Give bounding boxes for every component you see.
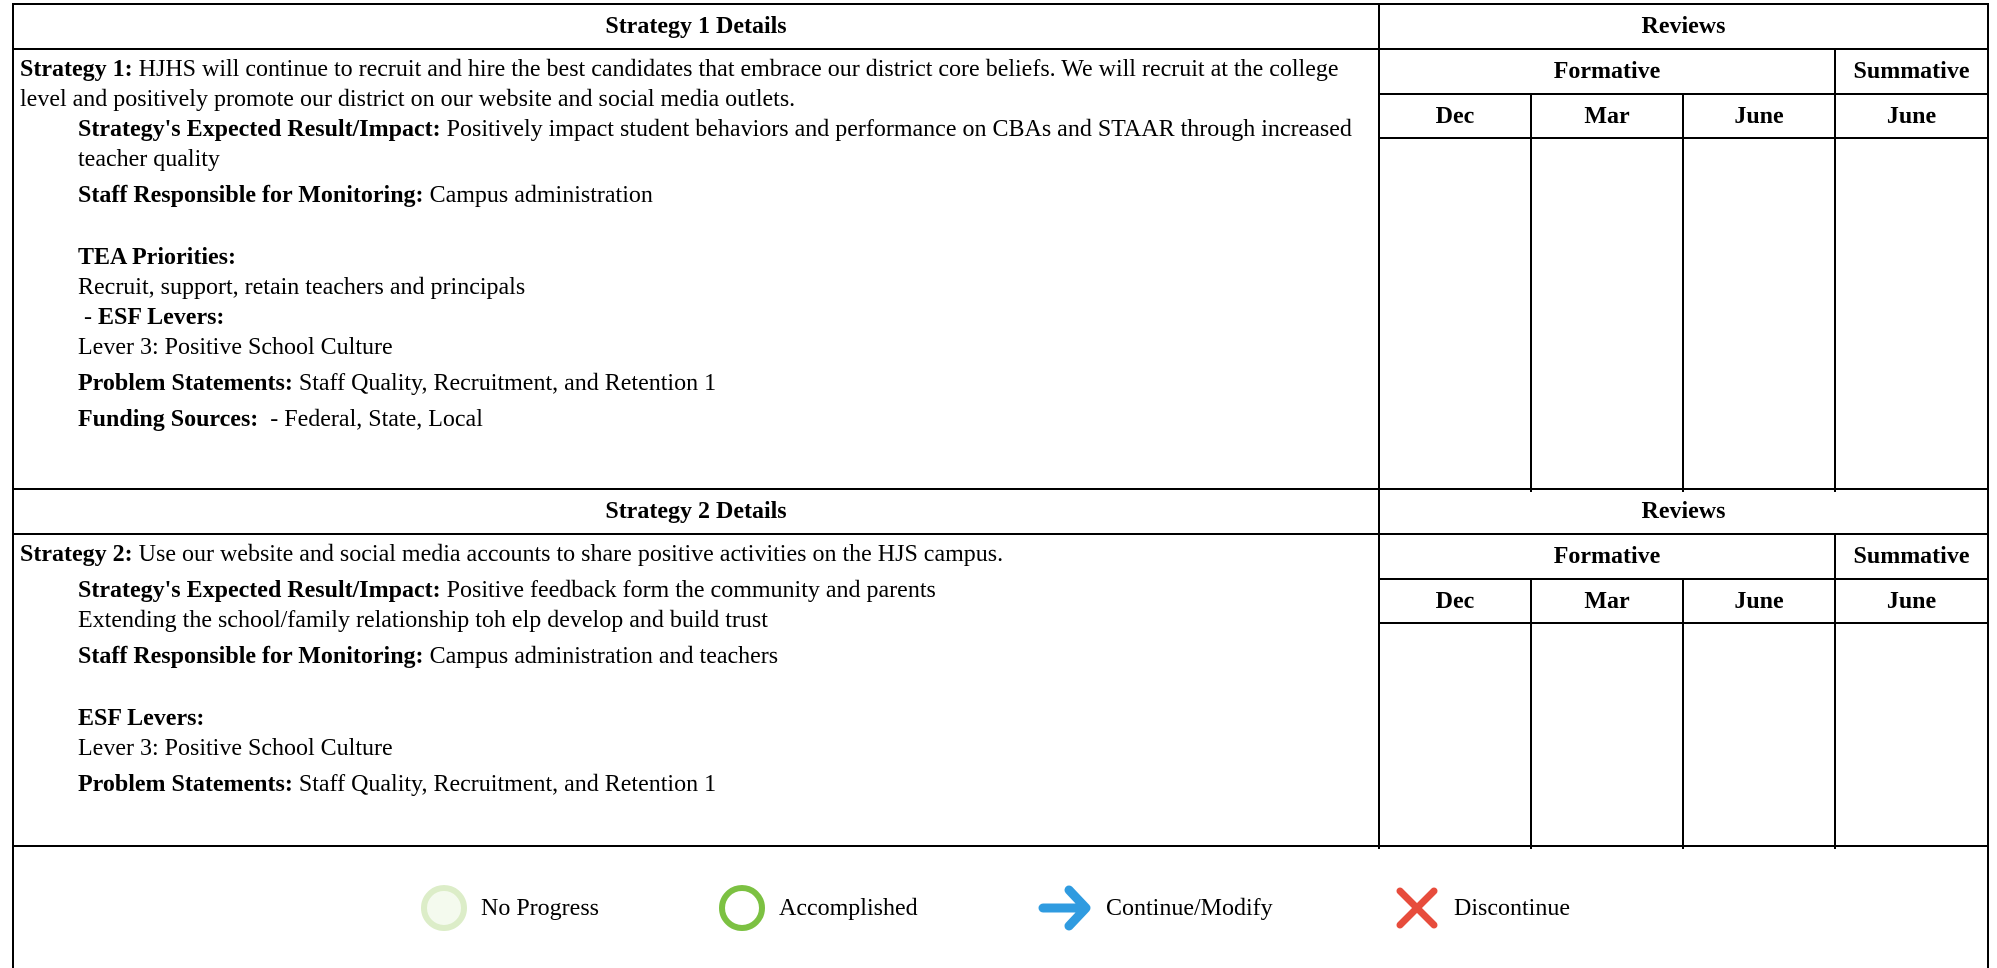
legend-discontinue-label: Discontinue [1454,894,1570,921]
progress-legend [12,845,1989,968]
accomplished-icon [717,883,767,933]
legend-discontinue [1392,883,1570,933]
strategy-2-problem-text: Staff Quality, Recruitment, and Retention 1 [292,771,717,797]
strategy-1-summative-header: Summative [1834,50,1987,95]
legend-no-progress-label: No Progress [481,894,599,921]
x-mark-icon [1392,883,1442,933]
strategy-1-text: HJHS will continue to recruit and hire the best candidates that embrace our district core beliefs. We will recruit at the college level and positively promote our district on our website and social media outlets. [20,56,1339,112]
strategy-2-month-june-summative: June [1834,580,1987,624]
strategy-2-details [14,535,1378,849]
no-progress-icon [419,883,469,933]
strategy-2-result-text: Positive feedback form the community and parents [440,577,936,603]
legend-no-progress [419,883,599,933]
strategy-2-label: Strategy 2: [20,541,133,567]
legend-accomplished-label: Accomplished [779,894,918,921]
strategy-2-result-label: Strategy's Expected Result/Impact: [78,577,441,603]
strategy-2-review-cell-june-summative[interactable] [1834,624,1987,849]
legend-continue-modify [1038,883,1273,933]
strategy-2-staff-label: Staff Responsible for Monitoring: [78,643,424,669]
right-arrow-icon [1038,883,1094,933]
strategy-1-month-june: June [1682,95,1834,139]
strategy-1-review-cell-june-summative[interactable] [1834,139,1987,492]
strategy-2-esf-label: ESF Levers: [78,705,205,731]
strategy-1-problem-label: Problem Statements: [78,370,293,396]
strategy-1-esf-label: ESF Levers: [98,304,225,330]
strategy-1-tea-text: Recruit, support, retain teachers and principals [78,274,526,300]
strategy-1-month-mar: Mar [1530,95,1682,139]
legend-continue-modify-label: Continue/Modify [1106,894,1273,921]
strategy-2-text: Use our website and social media accounts to share positive activities on the HJS campus. [132,541,1004,567]
strategy-1-details [14,50,1378,492]
strategy-1-reviews-header: Reviews [1378,5,1987,50]
strategy-2-reviews-header: Reviews [1378,490,1987,535]
strategy-2-review-cell-june[interactable] [1682,624,1834,849]
strategy-1-esf-prefix: - [78,304,98,330]
strategy-2-details-header: Strategy 2 Details [14,490,1378,535]
strategy-1-funding-label: Funding Sources: [78,406,259,432]
strategy-2-staff-text: Campus administration and teachers [423,643,779,669]
strategy-1-month-june-summative: June [1834,95,1987,139]
strategy-1-esf-text: Lever 3: Positive School Culture [78,334,393,360]
strategy-1-review-cell-mar[interactable] [1530,139,1682,492]
strategy-1-funding-text: - Federal, State, Local [258,406,483,432]
strategy-1-staff-text: Campus administration [423,182,653,208]
legend-accomplished [717,883,918,933]
strategy-1-table [12,3,1989,490]
strategy-2-table [12,488,1989,847]
strategy-1-details-header: Strategy 1 Details [14,5,1378,50]
strategy-1-result-text: Positively impact student behaviors and performance on CBAs and STAAR through increased teacher quality [78,116,1352,172]
strategy-2-month-dec: Dec [1378,580,1530,624]
strategy-2-summative-header: Summative [1834,535,1987,580]
strategy-2-formative-header: Formative [1378,535,1834,580]
strategy-2-problem-label: Problem Statements: [78,771,293,797]
strategy-1-tea-label: TEA Priorities: [78,244,236,270]
strategy-1-problem-text: Staff Quality, Recruitment, and Retention 1 [292,370,717,396]
strategy-2-review-cell-dec[interactable] [1378,624,1530,849]
strategy-1-formative-header: Formative [1378,50,1834,95]
strategy-2-month-june: June [1682,580,1834,624]
strategy-1-result-label: Strategy's Expected Result/Impact: [78,116,441,142]
strategy-2-month-mar: Mar [1530,580,1682,624]
strategy-2-esf-text: Lever 3: Positive School Culture [78,735,393,761]
strategy-1-review-cell-june[interactable] [1682,139,1834,492]
strategy-1-review-cell-dec[interactable] [1378,139,1530,492]
strategy-2-result-text-2: Extending the school/family relationship toh elp develop and build trust [78,607,768,633]
strategy-1-month-dec: Dec [1378,95,1530,139]
strategy-1-staff-label: Staff Responsible for Monitoring: [78,182,424,208]
strategy-1-label: Strategy 1: [20,56,133,82]
strategy-2-review-cell-mar[interactable] [1530,624,1682,849]
